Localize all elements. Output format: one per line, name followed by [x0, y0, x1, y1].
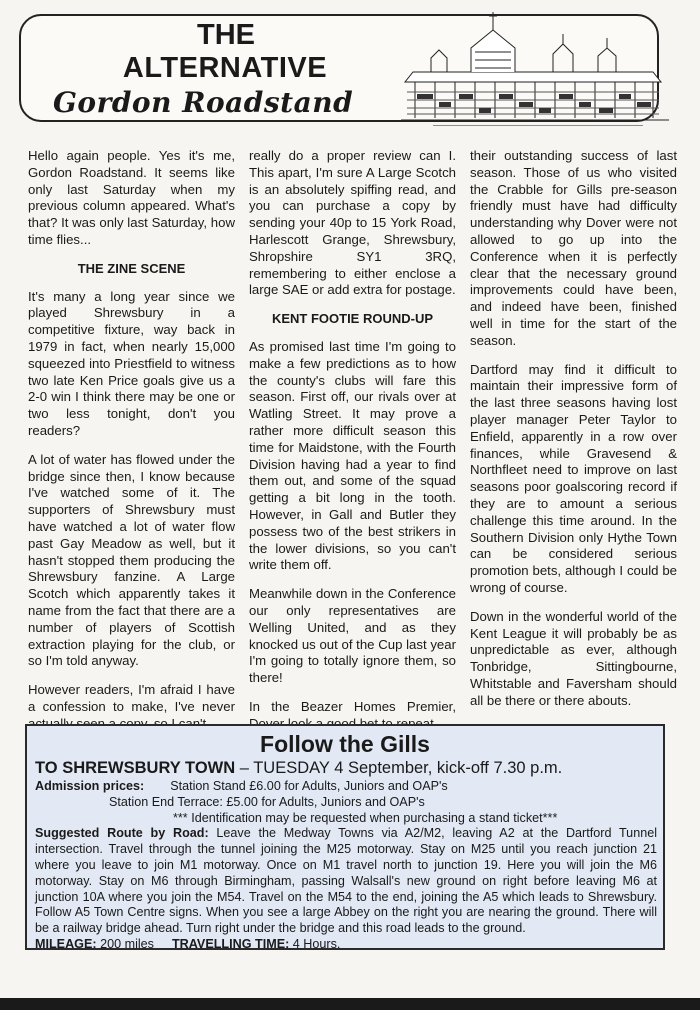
gills-title: Follow the Gills: [260, 731, 430, 757]
follow-the-gills-box: [25, 724, 665, 950]
route-label: Suggested Route by Road:: [35, 826, 209, 841]
paragraph: It's many a long year since we played Shrewsbury in a competitive fixture, way back in 1979 in fact, when nearly 15,000 squeezed into Priestfield to witness two late Ken Price goals give us a 2-0 win I think there may be one or two less tonight, don't you readers?: [28, 288, 235, 438]
section-heading-zine-scene: THE ZINE SCENE: [77, 260, 186, 276]
header-title-the: THE: [197, 19, 255, 51]
column-header: [19, 14, 659, 122]
header-title-script: Gordon Roadstand: [53, 86, 354, 119]
article-column-3: [470, 148, 677, 722]
paragraph: However readers, I'm afraid I have a confession to make, I've never: [28, 682, 235, 714]
paragraph: Dartford may find it difficult to maintain their impressive form of the last three seasons having lost player manager Peter Taylor to Enfield, apparently in a row over finances, while Gravesend & Northfleet need to improve on last seasons poor goalscoring record if they are to amount a serious challenge this time around. In the Southern Division only Hythe Town can be considered serious promotion bets, although I could be wrong of course.: [470, 361, 677, 595]
paragraph: Meanwhile down in the Conference our only representatives are Welling United, and as they knocked us out of the Cup last year I'm going to totally ignore them, so there!: [249, 586, 456, 686]
fixture-line: [27, 758, 663, 779]
paragraph: In the Beazer Homes Premier,: [249, 698, 456, 714]
admission-price-1: Station Stand £6.00 for Adults, Juniors and OAP's: [170, 779, 448, 793]
mileage-value: 200 miles: [96, 936, 154, 951]
paragraph: Hello again people. Yes it's me, Gordon Roadstand. It seems like only last Saturday when my previous column appeared. What's that? It was only last Saturday, how time flies...: [28, 148, 235, 247]
route-directions: [27, 826, 663, 937]
fixture-opponent: TO SHREWSBURY TOWN: [35, 759, 236, 777]
article-column-1: [28, 148, 235, 745]
admission-line-1: [27, 779, 663, 795]
grandstand-illustration: [393, 8, 673, 126]
page-bottom-edge: [0, 998, 700, 1010]
id-note: *** Identification may be requested when purchasing a stand ticket***: [173, 810, 558, 825]
mileage-label: MILEAGE:: [35, 936, 97, 951]
paragraph: their outstanding success of last season. Those of us who visited the Crabble for Gills pre-season friendly must have had difficulty understanding why Dover were not allowed to go up into the Conference when it is perfectly clear that the necessary ground improvements could have been, and indeed have been, finished well in time for the start of the season.: [470, 148, 677, 348]
paragraph: Down in the wonderful world of the Kent League it will probably be as unpredictable as ever, although Tonbridge, Sittingbourne, Whitstable and Faversham should all be there or there abouts.: [470, 608, 677, 708]
admission-label: Admission prices:: [35, 779, 145, 793]
paragraph: really do a proper review can I. This apart, I'm sure A Large Scotch is an absolutely spiffing read, and you can purchase a copy by sending your 40p to 15 York Road, Harlescott Grange, Shrewsbury, Shropshire SY1 3RQ, remembering to either enclose a large SAE or add extra for postage.: [249, 148, 456, 298]
admission-price-2: Station End Terrace: £5.00 for Adults, Juniors and OAP's: [109, 794, 425, 809]
section-heading-kent-footie: KENT FOOTIE ROUND-UP: [271, 311, 434, 327]
travel-time-label: TRAVELLING TIME:: [171, 936, 290, 951]
paragraph: A lot of water has flowed under the bridge since then, I know because I've watched some of it. The supporters of Shrewsbury must have watched a lot of water flow past Gay Meadow as well, but it hasn't stopped them producing the Shrewsbury fanzine. A Large Scotch which apparently takes it name from the fact that there are a number of players of Scottish extraction playing for the club, or so I'm told anyway.: [28, 451, 235, 669]
header-title-alternative: ALTERNATIVE: [122, 52, 328, 84]
paragraph: As promised last time I'm going to make a few predictions as to how the county's clubs will fare this season. First off, our rivals over at Watling Street. It may prove a rather more difficult season this time for Maidstone, with the Fourth Division having had a year to find them out, and some of the squad getting a bit long in the tooth. However, in Gall and Butler they possess two of the best strikers in the lower divisions, so you can't write them off.: [249, 338, 456, 573]
fixture-details: – TUESDAY 4 September, kick-off 7.30 p.m.: [235, 759, 563, 777]
mileage-line: [27, 937, 663, 953]
travel-time-value: 4 Hours.: [289, 936, 341, 951]
route-text: Leave the Medway Towns via A2/M2, leaving A2 at the Dartford Tunnel intersection. Travel through the tunnel joining the M25 motorway. Stay on M25 until you reach junction 21 where you leave to join M1 motorway. Once on M1 travel north to junction 19. Here you will join the M6 motorway. Stay on M6 through Birmingham, passing Walsall's new ground on right before leaving M6 at junction 10A where you join the M54. Travel on the M54 to the end, joining the A5 which leads to Shrewsbury. Follow A5 Town Centre signs. When you see a large Abbey on the right you are nearing the ground. There will be a railway bridge ahead. Turn right under the bridge and this road leads to the ground.: [35, 826, 657, 936]
article-column-2: [249, 148, 456, 745]
